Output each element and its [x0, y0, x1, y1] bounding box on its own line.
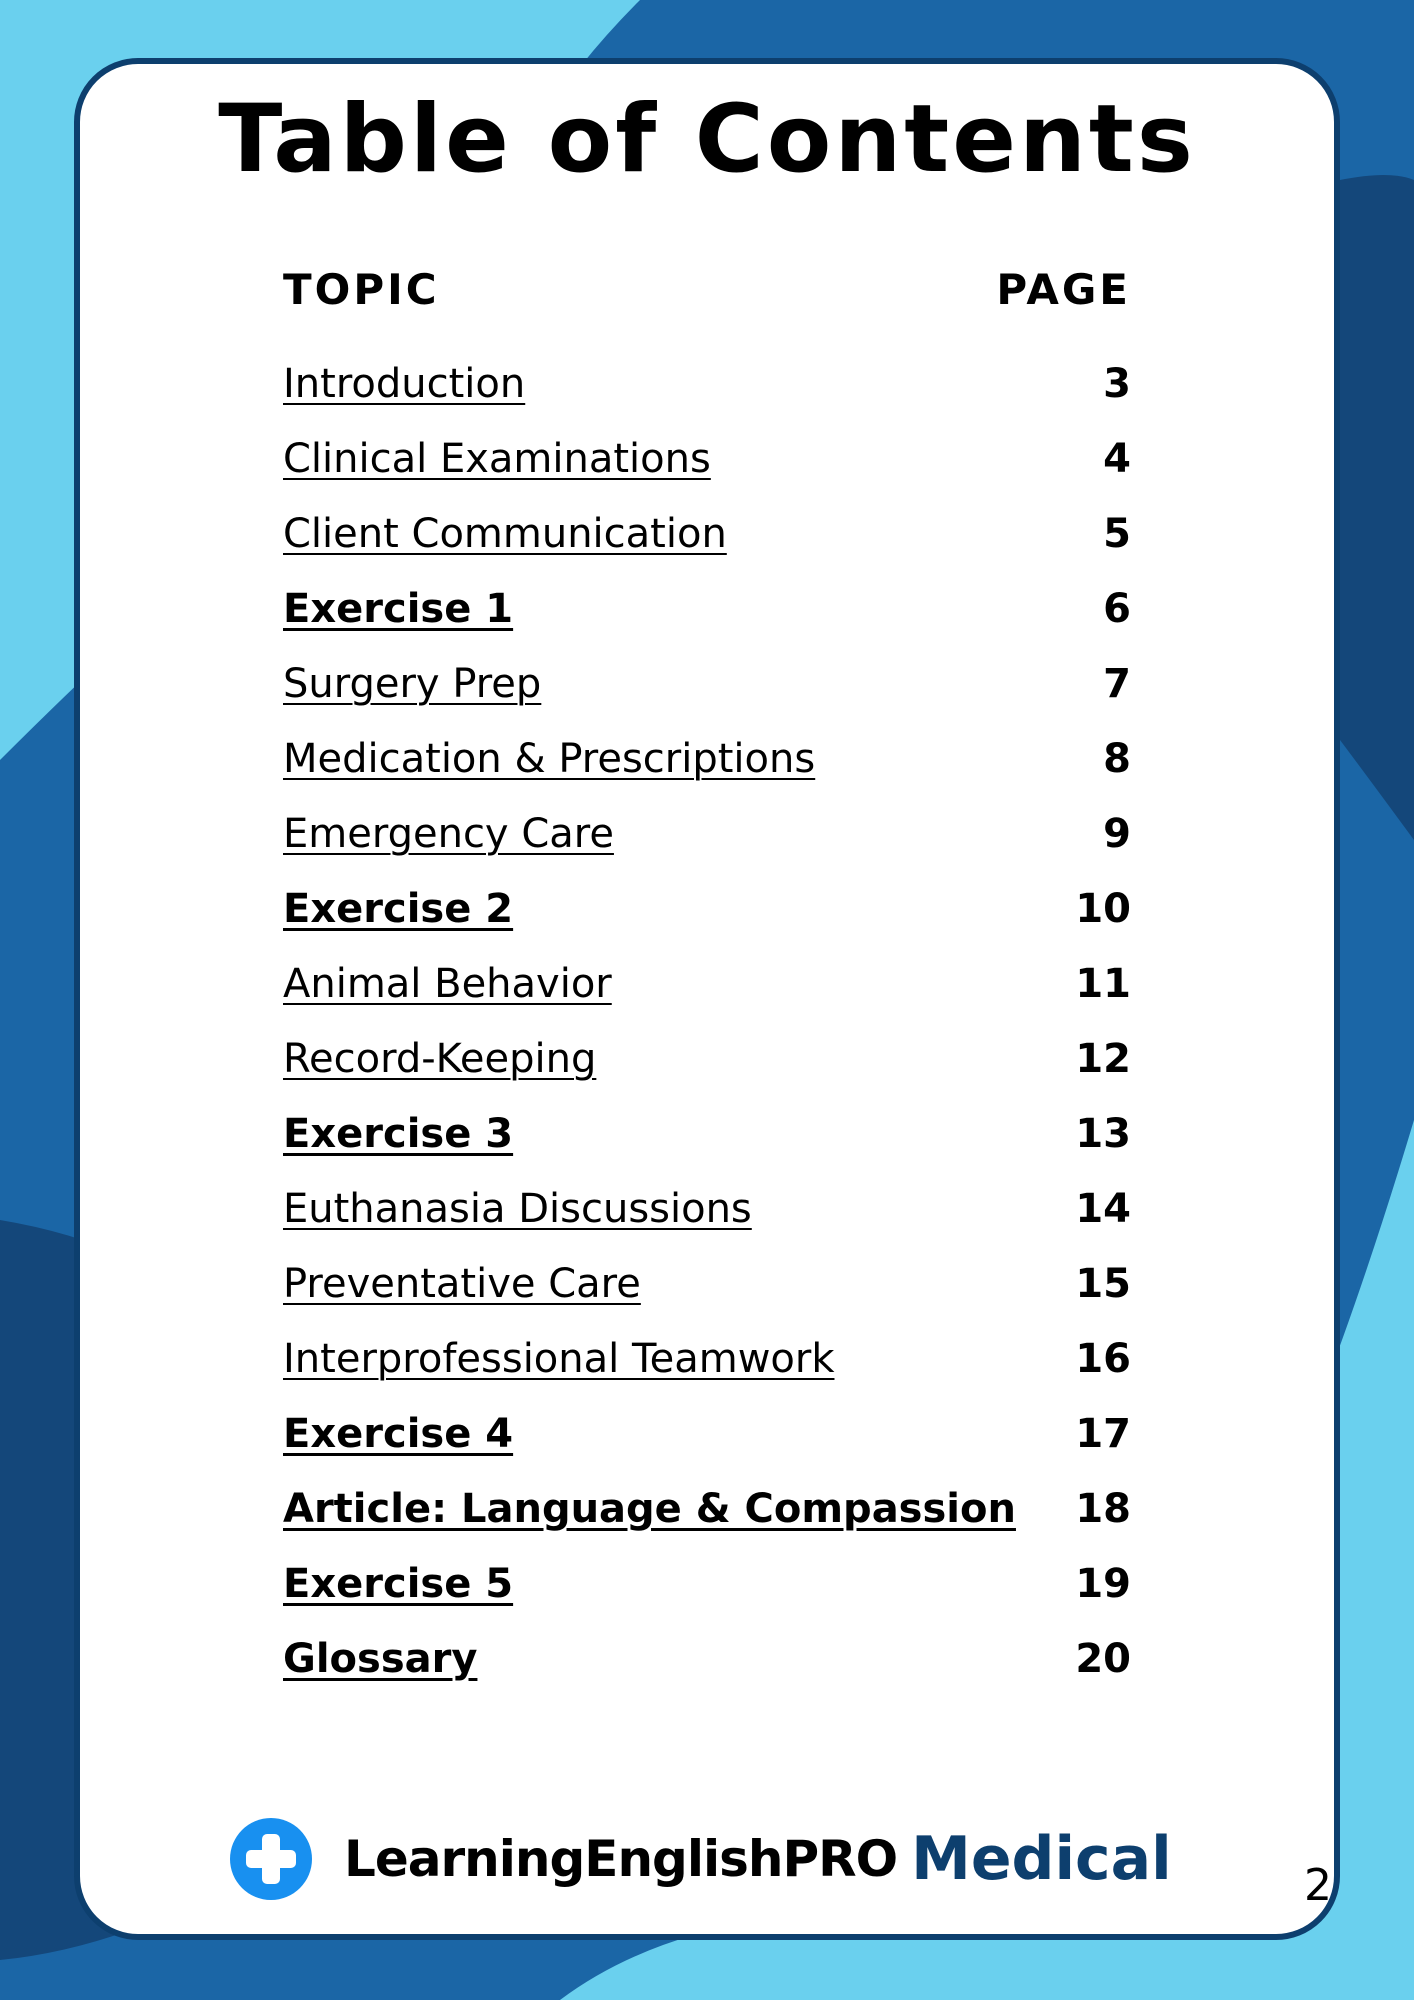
- toc-page-number: 10: [1075, 885, 1131, 932]
- toc-topic-link[interactable]: Interprofessional Teamwork: [283, 1335, 835, 1382]
- toc-topic-link[interactable]: Glossary: [283, 1635, 478, 1682]
- page-number: 2: [1304, 1860, 1332, 1911]
- page-column-header: PAGE: [996, 265, 1131, 314]
- toc-row-glossary[interactable]: [283, 1621, 1131, 1696]
- footer-brand: [230, 1818, 1172, 1900]
- toc-page-number: 5: [1103, 510, 1131, 557]
- toc-topic-link[interactable]: Record-Keeping: [283, 1035, 597, 1082]
- toc-list: [283, 346, 1131, 1696]
- toc-row-introduction[interactable]: [283, 346, 1131, 421]
- toc-topic-link[interactable]: Exercise 1: [283, 585, 514, 632]
- page-title: Table of Contents: [218, 85, 1196, 194]
- toc-row-clinical-examinations[interactable]: [283, 421, 1131, 496]
- toc-row-medication-prescriptions[interactable]: [283, 721, 1131, 796]
- toc-topic-link[interactable]: Medication & Prescriptions: [283, 735, 816, 782]
- toc-topic-link[interactable]: Preventative Care: [283, 1260, 641, 1307]
- toc-page-number: 3: [1103, 360, 1131, 407]
- toc-page-number: 8: [1103, 735, 1131, 782]
- toc-topic-link[interactable]: Client Communication: [283, 510, 727, 557]
- toc-row-exercise-1[interactable]: [283, 571, 1131, 646]
- toc-topic-link[interactable]: Exercise 5: [283, 1560, 514, 1607]
- toc-page-number: 19: [1075, 1560, 1131, 1607]
- toc-topic-link[interactable]: Exercise 3: [283, 1110, 514, 1157]
- toc-row-article-language-compassion[interactable]: [283, 1471, 1131, 1546]
- toc-page-number: 12: [1075, 1035, 1131, 1082]
- toc-row-euthanasia-discussions[interactable]: [283, 1171, 1131, 1246]
- toc-row-animal-behavior[interactable]: [283, 946, 1131, 1021]
- toc-page-number: 14: [1075, 1185, 1131, 1232]
- toc-page-number: 17: [1075, 1410, 1131, 1457]
- toc-topic-link[interactable]: Animal Behavior: [283, 960, 612, 1007]
- toc-topic-link[interactable]: Exercise 4: [283, 1410, 514, 1457]
- toc-page-number: 15: [1075, 1260, 1131, 1307]
- toc-page-number: 18: [1075, 1485, 1131, 1532]
- toc-page-number: 16: [1075, 1335, 1131, 1382]
- toc-page-number: 7: [1103, 660, 1131, 707]
- toc-row-record-keeping[interactable]: [283, 1021, 1131, 1096]
- toc-topic-link[interactable]: Exercise 2: [283, 885, 514, 932]
- toc-page-number: 11: [1075, 960, 1131, 1007]
- toc-row-exercise-3[interactable]: [283, 1096, 1131, 1171]
- toc-page-number: 9: [1103, 810, 1131, 857]
- toc-row-emergency-care[interactable]: [283, 796, 1131, 871]
- toc-row-exercise-5[interactable]: [283, 1546, 1131, 1621]
- toc-row-client-communication[interactable]: [283, 496, 1131, 571]
- toc-row-interprofessional-teamwork[interactable]: [283, 1321, 1131, 1396]
- toc-page-number: 4: [1103, 435, 1131, 482]
- topic-column-header: TOPIC: [283, 265, 440, 314]
- toc-row-preventative-care[interactable]: [283, 1246, 1131, 1321]
- toc-page-number: 13: [1075, 1110, 1131, 1157]
- medical-cross-icon: [230, 1818, 312, 1900]
- toc-topic-link[interactable]: Emergency Care: [283, 810, 614, 857]
- toc-topic-link[interactable]: Clinical Examinations: [283, 435, 711, 482]
- toc-topic-link[interactable]: Surgery Prep: [283, 660, 542, 707]
- toc-topic-link[interactable]: Introduction: [283, 360, 526, 407]
- toc-row-exercise-2[interactable]: [283, 871, 1131, 946]
- brand-accent: Medical: [911, 1824, 1172, 1894]
- toc-row-exercise-4[interactable]: [283, 1396, 1131, 1471]
- toc-topic-link[interactable]: Euthanasia Discussions: [283, 1185, 752, 1232]
- toc-page-number: 6: [1103, 585, 1131, 632]
- toc-page-number: 20: [1075, 1635, 1131, 1682]
- toc-row-surgery-prep[interactable]: [283, 646, 1131, 721]
- brand-name: LearningEnglishPRO: [344, 1830, 898, 1888]
- toc-topic-link[interactable]: Article: Language & Compassion: [283, 1485, 1016, 1532]
